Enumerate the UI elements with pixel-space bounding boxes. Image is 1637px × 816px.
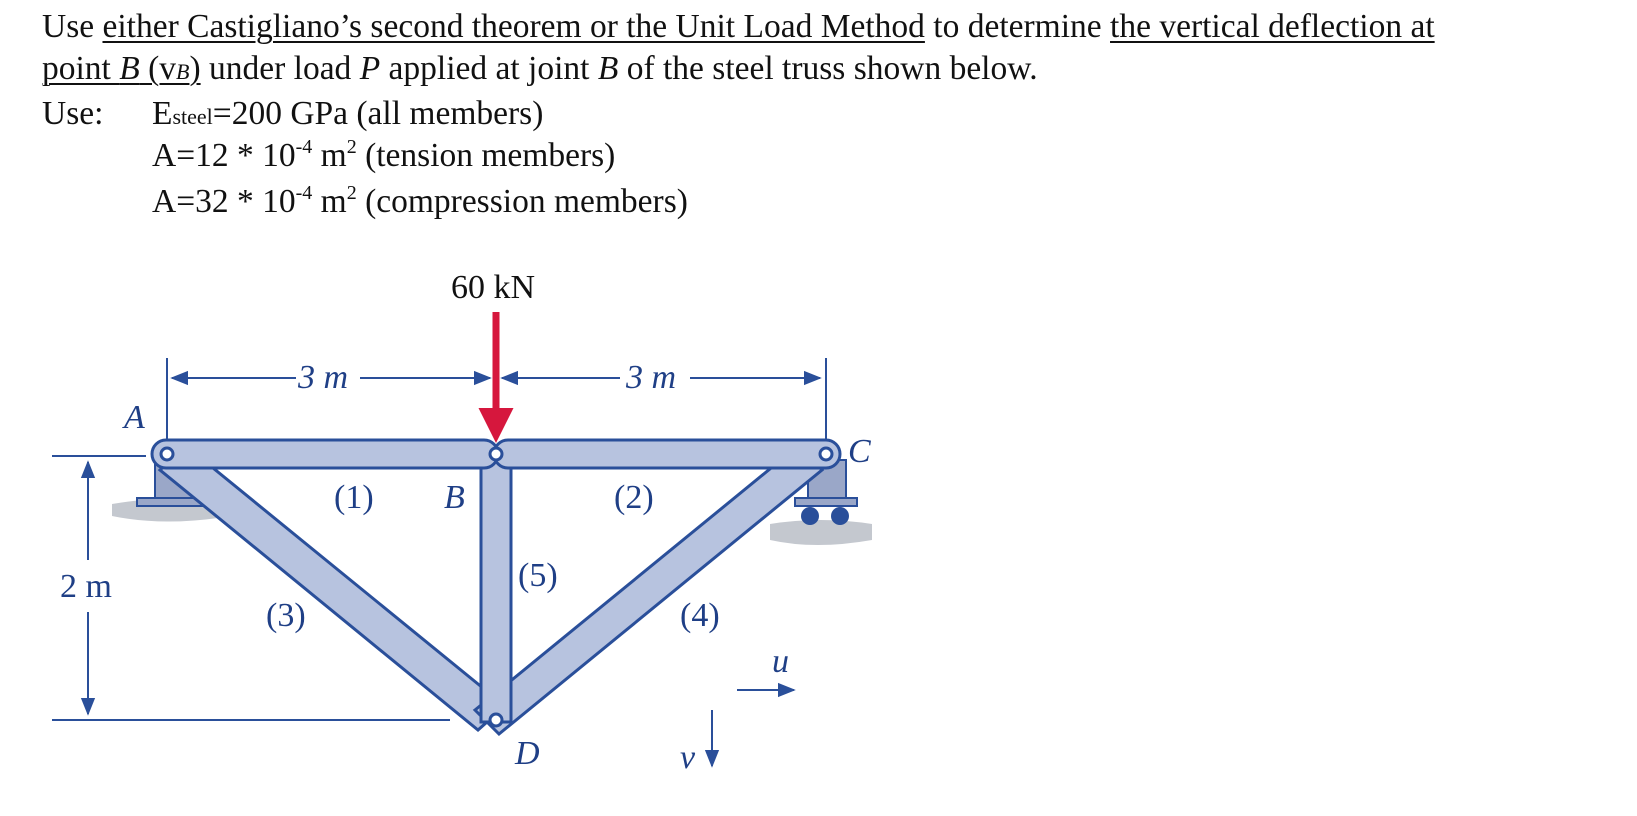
joint-a-label: A <box>124 399 145 436</box>
text-point: point <box>42 50 120 87</box>
pin-a <box>161 448 173 460</box>
a-compression-unit: m <box>312 183 347 220</box>
pin-b <box>490 448 502 460</box>
load-label: 60 kN <box>451 269 536 306</box>
text-of-steel-truss: of the steel truss shown below. <box>618 50 1038 87</box>
joint-d-label: D <box>515 735 540 772</box>
text-methods: either Castigliano’s second theorem or the Unit Load Method <box>102 8 925 45</box>
text-joint-b: B <box>597 50 619 87</box>
ground-right <box>770 520 872 545</box>
a-compression-label: (compression members) <box>356 183 688 220</box>
dim-height-text: 2 m <box>60 568 112 605</box>
e-symbol: E <box>152 95 173 132</box>
a-tension-base: A=12 * 10 <box>152 137 296 174</box>
text-v: (v <box>139 50 176 87</box>
a-compression-unit-exp: 2 <box>346 182 357 204</box>
text-b: B <box>119 50 140 87</box>
member-1-label: (1) <box>334 479 374 516</box>
text-b-subscript: B <box>176 59 190 84</box>
text-close-paren: ) <box>189 50 201 87</box>
use-label: Use: <box>42 95 104 132</box>
member-4-label: (4) <box>680 597 720 634</box>
pin-c <box>820 448 832 460</box>
a-compression-exponent: -4 <box>295 182 313 204</box>
member-1 <box>152 440 498 468</box>
a-tension-exponent: -4 <box>295 136 313 158</box>
dim-left-label: 3 m <box>298 359 349 396</box>
text-applied-at-joint: applied at joint <box>380 50 598 87</box>
text-vertical-deflection: the vertical deflection at <box>1110 8 1435 45</box>
joint-b-label: B <box>444 479 465 516</box>
text-use: Use <box>42 8 103 45</box>
text-under-load: under load <box>200 50 360 87</box>
member-2 <box>494 440 840 468</box>
axis-v-label: v <box>680 739 696 776</box>
a-tension-unit-exp: 2 <box>346 136 357 158</box>
dim-height-label <box>60 568 112 605</box>
member-3-label: (3) <box>266 597 306 634</box>
text-to-determine: to determine <box>924 8 1111 45</box>
member-5 <box>481 452 511 722</box>
text-p: P <box>359 50 381 87</box>
e-subscript: steel <box>172 104 213 129</box>
member-5-label: (5) <box>518 557 558 594</box>
axis-u-label: u <box>772 643 789 680</box>
dim-right-label: 3 m <box>626 359 677 396</box>
joint-c-label: C <box>848 433 871 470</box>
member-2-label: (2) <box>614 479 654 516</box>
e-value: =200 GPa (all members) <box>212 95 544 132</box>
pin-d <box>490 714 502 726</box>
a-tension-label: (tension members) <box>356 137 616 174</box>
a-tension-unit: m <box>312 137 347 174</box>
a-compression-base: A=32 * 10 <box>152 183 296 220</box>
